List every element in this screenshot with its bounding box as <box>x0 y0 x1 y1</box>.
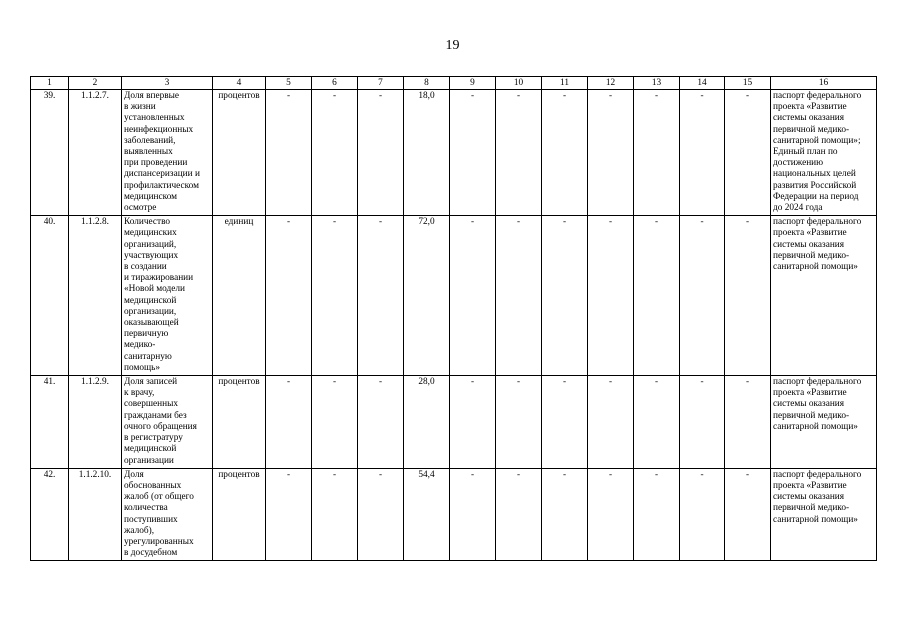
indicator-code-cell: 1.1.2.10. <box>69 468 122 561</box>
value-cell: - <box>312 216 358 376</box>
value-cell: 28,0 <box>404 376 450 469</box>
value-cell: - <box>450 216 496 376</box>
table-row <box>31 216 877 376</box>
value-cell: - <box>725 376 771 469</box>
column-header: 15 <box>725 77 771 90</box>
value-cell: - <box>588 216 634 376</box>
source-cell: паспорт федерального проекта «Развитие системы оказания первичной медико- санитарной помощи» <box>771 376 877 469</box>
source-cell: паспорт федерального проекта «Развитие системы оказания первичной медико- санитарной помощи»; Единый план по достижению национальных целей развития Российской Федерации на период до 2024 года <box>771 90 877 216</box>
value-cell: - <box>588 90 634 216</box>
value-cell: - <box>312 468 358 561</box>
value-cell: - <box>312 90 358 216</box>
value-cell: - <box>542 468 588 561</box>
column-header: 4 <box>213 77 266 90</box>
value-cell: - <box>634 90 680 216</box>
value-cell: - <box>725 90 771 216</box>
value-cell: - <box>634 216 680 376</box>
unit-cell: процентов <box>213 376 266 469</box>
value-cell: - <box>542 376 588 469</box>
value-cell: - <box>312 376 358 469</box>
row-number-cell: 40. <box>31 216 69 376</box>
table-row <box>31 376 877 469</box>
column-header: 13 <box>634 77 680 90</box>
value-cell: - <box>496 90 542 216</box>
column-header: 14 <box>680 77 725 90</box>
source-cell: паспорт федерального проекта «Развитие системы оказания первичной медико- санитарной помощи» <box>771 216 877 376</box>
indicator-name-cell: Доля обоснованных жалоб (от общего количества поступивших жалоб), урегулированных в досудебном <box>122 468 213 561</box>
value-cell: - <box>358 90 404 216</box>
value-cell: - <box>266 216 312 376</box>
value-cell: - <box>450 90 496 216</box>
page-number: 19 <box>445 38 460 53</box>
value-cell: - <box>450 468 496 561</box>
column-header: 8 <box>404 77 450 90</box>
column-header: 1 <box>31 77 69 90</box>
unit-cell: единиц <box>213 216 266 376</box>
column-header: 10 <box>496 77 542 90</box>
column-header: 16 <box>771 77 877 90</box>
value-cell: - <box>496 376 542 469</box>
column-header: 7 <box>358 77 404 90</box>
value-cell: - <box>358 468 404 561</box>
value-cell: - <box>725 216 771 376</box>
column-header: 5 <box>266 77 312 90</box>
column-header: 11 <box>542 77 588 90</box>
value-cell: - <box>725 468 771 561</box>
indicator-name-cell: Доля записей к врачу, совершенных гражданами без очного обращения в регистратуру медицинской организации <box>122 376 213 469</box>
value-cell: - <box>542 216 588 376</box>
column-header: 12 <box>588 77 634 90</box>
value-cell: 72,0 <box>404 216 450 376</box>
value-cell: - <box>634 468 680 561</box>
value-cell: 54,4 <box>404 468 450 561</box>
unit-cell: процентов <box>213 90 266 216</box>
table-row <box>31 468 877 561</box>
source-cell: паспорт федерального проекта «Развитие системы оказания первичной медико- санитарной помощи» <box>771 468 877 561</box>
column-header: 6 <box>312 77 358 90</box>
table-row <box>31 90 877 216</box>
column-header: 9 <box>450 77 496 90</box>
value-cell: - <box>496 216 542 376</box>
value-cell: - <box>680 216 725 376</box>
column-header: 3 <box>122 77 213 90</box>
value-cell: - <box>588 376 634 469</box>
column-number-row <box>31 77 877 90</box>
value-cell: - <box>680 376 725 469</box>
indicator-code-cell: 1.1.2.8. <box>69 216 122 376</box>
value-cell: - <box>266 468 312 561</box>
value-cell: - <box>266 90 312 216</box>
indicator-code-cell: 1.1.2.7. <box>69 90 122 216</box>
column-header: 2 <box>69 77 122 90</box>
value-cell: - <box>266 376 312 469</box>
indicator-name-cell: Доля впервые в жизни установленных неинфекционных заболеваний, выявленных при проведении диспансеризации и профилактическом медицинском осмотре <box>122 90 213 216</box>
value-cell: - <box>542 90 588 216</box>
value-cell: 18,0 <box>404 90 450 216</box>
value-cell: - <box>588 468 634 561</box>
indicators-table <box>30 76 877 561</box>
row-number-cell: 39. <box>31 90 69 216</box>
value-cell: - <box>358 376 404 469</box>
indicator-name-cell: Количество медицинских организаций, участвующих в создании и тиражировании «Новой модели медицинской организации, оказывающей первичную медико- санитарную помощь» <box>122 216 213 376</box>
row-number-cell: 41. <box>31 376 69 469</box>
indicator-code-cell: 1.1.2.9. <box>69 376 122 469</box>
value-cell: - <box>358 216 404 376</box>
value-cell: - <box>634 376 680 469</box>
value-cell: - <box>496 468 542 561</box>
row-number-cell: 42. <box>31 468 69 561</box>
value-cell: - <box>450 376 496 469</box>
value-cell: - <box>680 468 725 561</box>
unit-cell: процентов <box>213 468 266 561</box>
value-cell: - <box>680 90 725 216</box>
